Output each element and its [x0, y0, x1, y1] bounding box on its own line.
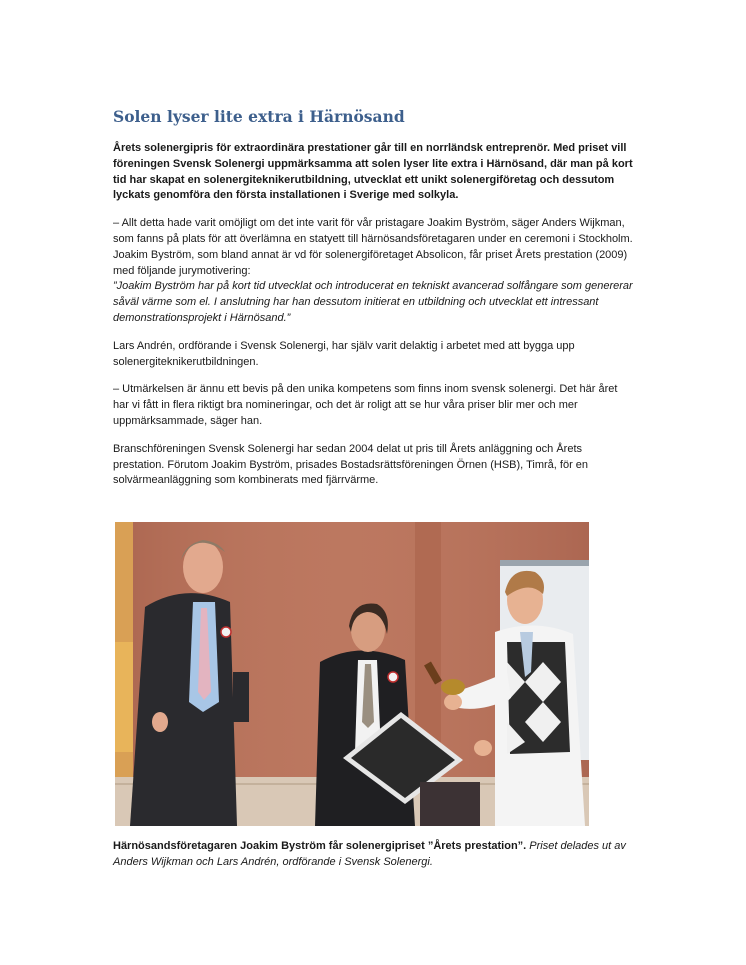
paragraph-2: Joakim Byström, som bland annat är vd för solenergiföretaget Absolicon, får priset Årets prestation (2009) med följande jurymotivering: [113, 248, 628, 277]
jury-quote: ”Joakim Byström har på kort tid utvecklat och introducerat en tekniskt avancerad solfångare som genererar såväl värme som el. I anslutning har han dessutom initierat en utbildning och utvecklat ett intressant demonstrationsprojekt i Härnösand.” [113, 280, 633, 324]
photo-caption [113, 838, 643, 870]
paragraph-5: Branschföreningen Svensk Solenergi har sedan 2004 delat ut pris till Årets anläggning och Årets prestation. Förutom Joakim Byström, prisades Bostadsrättsföreningen Örnen (HSB), Timrå, för en solvärmeanläggning som kombinerats med fjärrvärme. [113, 442, 589, 487]
article-title: Solen lyser lite extra i Härnösand [113, 107, 405, 126]
caption-bold: Härnösandsföretagaren Joakim Byström får solenergipriset ”Årets prestation”. [113, 840, 527, 852]
award-photo [115, 522, 589, 826]
article-lead: Årets solenergipris för extraordinära prestationer går till en norrländsk entreprenör. Med priset vill föreningen Svensk Solenergi uppmärksamma att solen lyser lite extra i Härnösand, där man på kort tid har skapat en solenergiteknikerutbildning, utvecklat ett unikt solenergiföretag och dessutom lyckats genomföra den första installationen i Sverige med solkyla. [113, 142, 633, 202]
article [113, 107, 633, 489]
caption-italic: Priset delades ut av Anders Wijkman och Lars Andrén, ordförande i Svensk Solenergi. [113, 840, 626, 868]
paragraph-1: – Allt detta hade varit omöjligt om det inte varit för vår pristagare Joakim Byström, säger Anders Wijkman, som fanns på plats för att överlämna en statyett till härnösandsföretagaren under en ceremoni i Stockholm. [113, 217, 633, 245]
paragraph-3: Lars Andrén, ordförande i Svensk Solenergi, har själv varit delaktig i arbetet med att bygga upp solenergiteknikerutbildningen. [113, 339, 575, 368]
paragraph-4: – Utmärkelsen är ännu ett bevis på den unika kompetens som finns inom svensk solenergi. Det här året har vi fått in flera riktigt bra nomineringar, och det är roligt att se hur våra priser blir mer och mer uppmärksammade, säger han. [113, 383, 618, 427]
